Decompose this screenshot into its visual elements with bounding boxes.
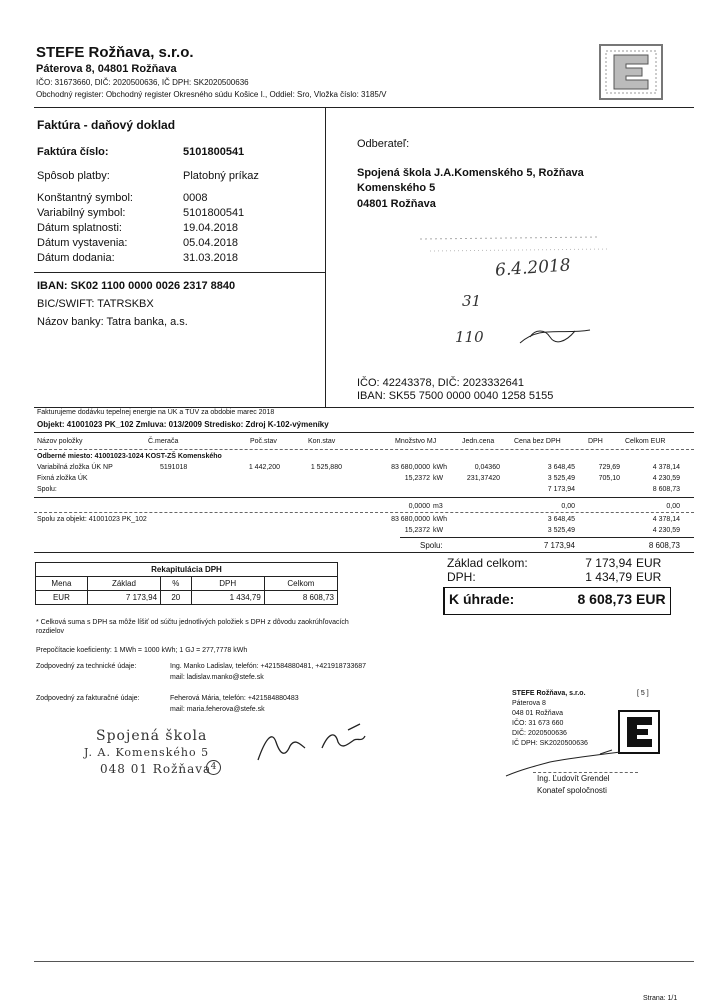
footer-border: [34, 961, 694, 962]
vat-currency: EUR: [636, 570, 662, 584]
column-header: Názov položky: [37, 438, 83, 445]
item-net: 3 525,49: [547, 475, 575, 482]
m3-qty: 0,0000: [408, 503, 430, 510]
invoice-title: Faktúra - daňový doklad: [37, 118, 176, 132]
item-start: 1 442,200: [248, 464, 280, 471]
vat-label: DPH:: [447, 570, 476, 584]
field-label: Dátum splatnosti:: [37, 222, 122, 234]
base-label: Základ celkom:: [447, 556, 528, 570]
item-vat: 705,10: [598, 475, 620, 482]
grand-label: Spolu:: [420, 541, 443, 550]
item-unit: kWh: [433, 464, 447, 471]
billing-person: Feherová Mária, telefón: +421584880483: [170, 695, 299, 702]
customer-ids: IČO: 42243378, DIČ: 2023332641: [357, 377, 524, 389]
grand-separator: [400, 537, 694, 538]
vat-value: 1 434,79: [585, 570, 632, 584]
column-header: Poč.stav: [250, 438, 277, 445]
customer-city: 04801 Rožňava: [357, 198, 436, 210]
m3-total: 0,00: [666, 503, 680, 510]
bank-separator: [34, 272, 325, 273]
school-stamp-line: Spojená škola: [96, 728, 208, 744]
recap-header: Celkom: [264, 577, 337, 591]
supplier-street: Páterova 8, 04801 Rožňava: [36, 63, 177, 75]
item-name: Variabilná zložka ÚK NP: [37, 464, 113, 471]
column-divider: [325, 107, 326, 407]
field-value: 31.03.2018: [183, 252, 239, 264]
company-stamp-line: IČO: 31 673 660: [512, 720, 564, 727]
subtotal-total: 8 608,73: [652, 486, 680, 493]
technical-person: Ing. Manko Ladislav, telefón: +421584880481, +421918733687: [170, 663, 367, 670]
item-qty: 83 680,0000: [391, 464, 430, 471]
signature-line: [533, 772, 638, 773]
recap-cell: 7 173,94: [87, 591, 160, 605]
field-label: Variabilný symbol:: [37, 207, 126, 219]
handwritten-date: 6.4.2018: [494, 255, 572, 281]
coefficient-note: Prepočítacie koeficienty: 1 MWh = 1000 kWh; 1 GJ = 277,7778 kWh: [36, 647, 248, 654]
item-name: Fixná zložka ÚK: [37, 475, 88, 482]
object-separator: [34, 512, 694, 513]
billing-mail: mail: maria.feherova@stefe.sk: [170, 706, 265, 713]
school-stamp-line: J. A. Komenského 5: [84, 746, 210, 759]
field-value: 19.04.2018: [183, 222, 239, 234]
subtotal-net: 7 173,94: [547, 486, 575, 493]
column-header: Celkom EUR: [625, 438, 666, 445]
recap-header: DPH: [191, 577, 264, 591]
field-label: Spôsob platby:: [37, 170, 110, 182]
billing-label: Zodpovedný za fakturačné údaje:: [36, 695, 140, 702]
signatory-name: Ing. Ľudovít Grendel: [537, 774, 610, 783]
amount-due-label: K úhrade:: [449, 591, 515, 607]
handwritten-number: 31: [462, 292, 482, 310]
item-price: 0,04360: [474, 464, 500, 471]
customer-label: Odberateľ:: [357, 138, 410, 150]
recap-cell: EUR: [36, 591, 88, 605]
object-total: 4 230,59: [652, 527, 680, 534]
school-stamp-line: 048 01 Rožňava: [100, 762, 212, 776]
base-value: 7 173,94: [585, 556, 632, 570]
field-value: 0008: [183, 192, 208, 204]
supplier-register: Obchodný register: Obchodný register Okresného súdu Košice I., Oddiel: Sro, Vložka číslo: 3185/V: [36, 90, 387, 99]
object-total: 4 378,14: [652, 516, 680, 523]
field-value: 05.04.2018: [183, 237, 239, 249]
subtotal-label: Spolu:: [37, 486, 57, 493]
m3-unit: m3: [433, 503, 443, 510]
consumption-point: Odberné miesto: 41001023-1024 KOST-ZŠ Komenského: [37, 453, 222, 460]
recap-title: Rekapitulácia DPH: [36, 563, 338, 577]
column-header: Č.merača: [148, 438, 179, 445]
object-unit: kWh: [433, 516, 447, 523]
object-qty: 83 680,0000: [391, 516, 430, 523]
handwritten-number: 110: [455, 328, 484, 346]
company-stamp-line: Páterova 8: [512, 700, 546, 707]
customer-iban: IBAN: SK55 7500 0000 0040 1258 5155: [357, 390, 554, 402]
customer-street: Komenského 5: [357, 182, 436, 194]
company-stamp-line: IČ DPH: SK2020500636: [512, 740, 588, 747]
item-meter: 5191018: [160, 464, 188, 471]
vat-recap-table: [35, 562, 338, 605]
page-number: Strana: 1/1: [643, 995, 678, 1002]
field-label: Dátum dodania:: [37, 252, 115, 264]
bank-name: Názov banky: Tatra banka, a.s.: [37, 316, 188, 328]
item-total: 4 230,59: [652, 475, 680, 482]
recap-cell: 20: [161, 591, 192, 605]
column-header: Množstvo MJ: [395, 438, 437, 445]
header-separator: [34, 449, 694, 450]
field-label: Dátum vystavenia:: [37, 237, 128, 249]
signatory-role: Konateľ spoločnosti: [537, 786, 607, 795]
object-line: Objekt: 41001023 PK_102 Zmluva: 013/2009 Stredisko: Zdroj K-102-výmeníky: [37, 420, 329, 429]
field-value: Platobný príkaz: [183, 170, 259, 182]
item-net: 3 648,45: [547, 464, 575, 471]
items-bottom-border: [34, 552, 694, 553]
handwritten-signature: [250, 720, 370, 765]
grand-total: 8 608,73: [648, 541, 680, 550]
technical-mail: mail: ladislav.manko@stefe.sk: [170, 674, 264, 681]
object-qty: 15,2372: [404, 527, 430, 534]
recap-cell: 8 608,73: [264, 591, 337, 605]
column-header: Jedn.cena: [462, 438, 495, 445]
base-currency: EUR: [636, 556, 662, 570]
field-label: Konštantný symbol:: [37, 192, 133, 204]
recap-cell: 1 434,79: [191, 591, 264, 605]
supplier-ids: IČO: 31673660, DIČ: 2020500636, IČ DPH: SK2020500636: [36, 78, 249, 87]
subtotal-separator: [34, 497, 694, 498]
company-stamp-line: 048 01 Rožňava: [512, 710, 563, 717]
field-value: 5101800541: [183, 207, 245, 219]
m3-net: 0,00: [561, 503, 575, 510]
header-border: [34, 107, 694, 108]
column-header: DPH: [588, 438, 603, 445]
rounding-note: * Celková suma s DPH sa môže líšiť od súčtu jednotlivých položiek s DPH z dôvodu zaokrúhľovacích rozdielov: [36, 619, 349, 635]
company-logo: [598, 43, 664, 101]
item-unit: kW: [433, 475, 444, 482]
company-stamp-line: STEFE Rožňava, s.r.o.: [512, 690, 586, 697]
recap-header: %: [161, 577, 192, 591]
supplier-name: STEFE Rožňava, s.r.o.: [36, 44, 194, 61]
school-stamp-number: 4: [206, 760, 221, 775]
technical-label: Zodpovedný za technické údaje:: [36, 663, 137, 670]
item-vat: 729,69: [598, 464, 620, 471]
grand-net: 7 173,94: [543, 541, 575, 550]
amount-due-value: 8 608,73: [577, 591, 632, 607]
receipt-stamp-area: [400, 225, 620, 345]
column-header: Cena bez DPH: [514, 438, 561, 445]
object-unit: kW: [433, 527, 444, 534]
table-top-border: [34, 432, 694, 433]
object-net: 3 525,49: [547, 527, 575, 534]
customer-name: Spojená škola J.A.Komenského 5, Rožňava: [357, 167, 584, 179]
bank-iban: IBAN: SK02 1100 0000 0026 2317 8840: [37, 280, 236, 292]
item-price: 231,37420: [466, 475, 500, 482]
recap-header: Základ: [87, 577, 160, 591]
item-total: 4 378,14: [652, 464, 680, 471]
column-header: Kon.stav: [308, 438, 336, 445]
amount-due-currency: EUR: [636, 591, 666, 607]
item-qty: 15,2372: [404, 475, 430, 482]
item-end: 1 525,880: [310, 464, 342, 471]
bank-swift: BIC/SWIFT: TATRSKBX: [37, 298, 154, 310]
company-stamp-line: DIČ: 2020500636: [512, 730, 567, 737]
object-total-label: Spolu za objekt: 41001023 PK_102: [37, 516, 147, 523]
invoice-number-label: Faktúra číslo:: [37, 146, 109, 158]
company-stamp-number: [ 5 ]: [637, 690, 649, 697]
invoice-number: 5101800541: [183, 146, 245, 158]
billing-note: Fakturujeme dodávku tepelnej energie na ÚK a TÚV za obdobie marec 2018: [37, 409, 275, 416]
recap-header: Mena: [36, 577, 88, 591]
object-net: 3 648,45: [547, 516, 575, 523]
